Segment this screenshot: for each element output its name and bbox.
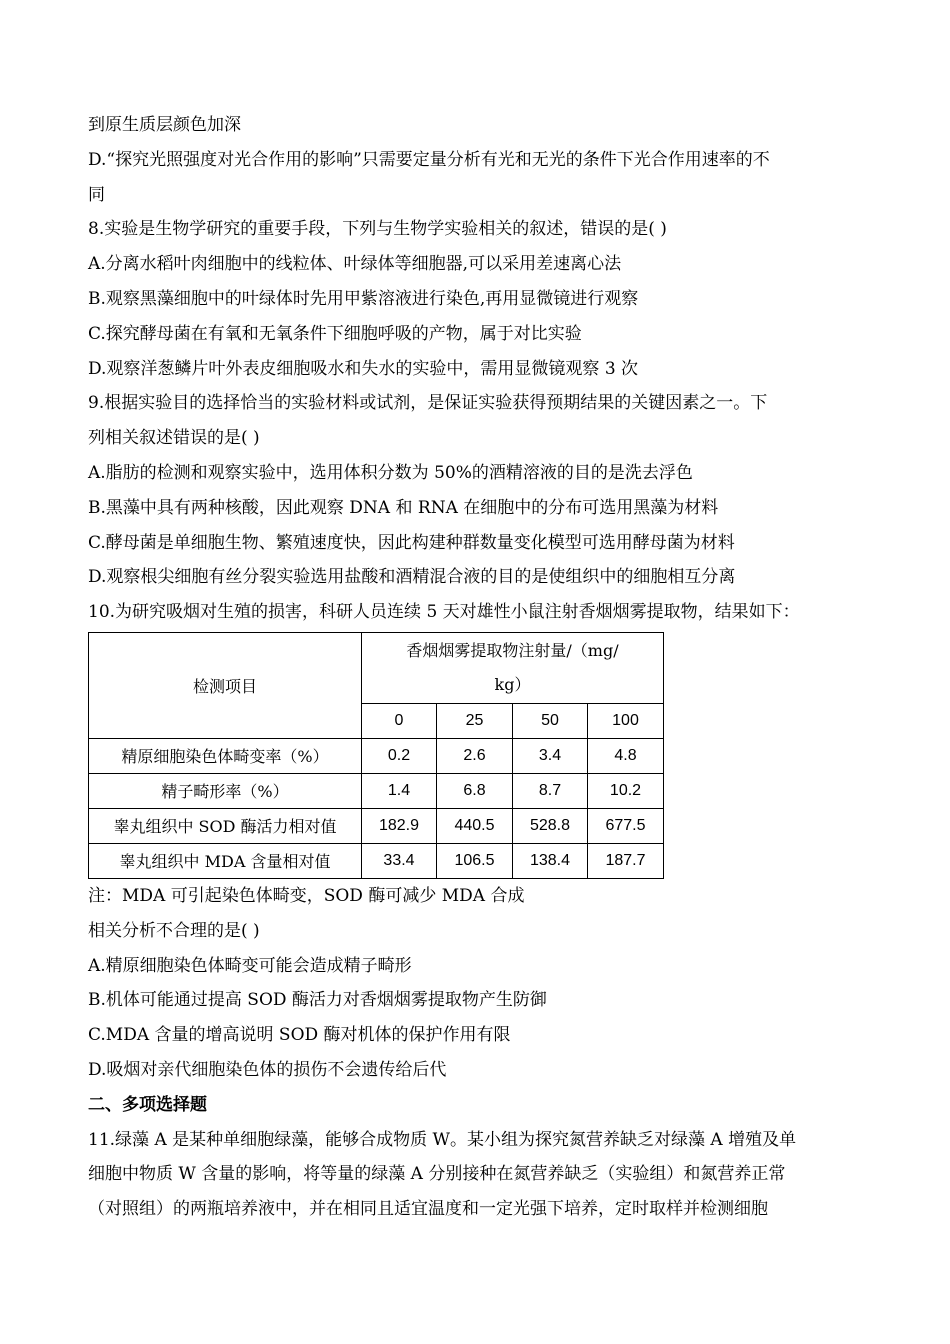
table-row: [89, 738, 664, 773]
option-a: A.精原细胞染色体畸变可能会造成精子畸形: [88, 955, 412, 976]
question-11-stem-cont: （对照组）的两瓶培养液中，并在相同且适宜温度和一定光强下培养，定时取样并检测细胞: [88, 1199, 768, 1220]
text-line: D.“探究光照强度对光合作用的影响”只需要定量分析有光和无光的条件下光合作用速率的不: [88, 149, 770, 170]
text-line: 到原生质层颜色加深: [88, 115, 241, 135]
option-d: D.观察根尖细胞有丝分裂实验选用盐酸和酒精混合液的目的是使组织中的细胞相互分离: [88, 567, 736, 588]
row-label: 精子畸形率（%）: [89, 773, 362, 808]
dose-header-line1: 香烟烟雾提取物注射量/（mg/: [406, 640, 619, 660]
table-cell: 138.4: [513, 843, 588, 878]
table-note: 注：MDA 可引起染色体畸变，SOD 酶可减少 MDA 合成: [88, 885, 525, 906]
results-table: [88, 632, 664, 879]
text-line: 同: [88, 184, 105, 205]
table-cell: 528.8: [513, 808, 588, 843]
question-9-stem: 9.根据实验目的选择恰当的实验材料或试剂，是保证实验获得预期结果的关键因素之一。下: [88, 393, 768, 414]
dose-cell: 50: [513, 703, 588, 738]
table-cell: 1.4: [362, 773, 437, 808]
table-cell: 0.2: [362, 738, 437, 773]
document-page: [88, 108, 868, 1227]
question-11-stem-cont: 细胞中物质 W 含量的影响，将等量的绿藻 A 分别接种在氮营养缺乏（实验组）和氮营养正常: [88, 1164, 786, 1185]
option-a: A.脂肪的检测和观察实验中，选用体积分数为 50%的酒精溶液的目的是洗去浮色: [88, 462, 693, 483]
option-c: C.探究酵母菌在有氧和无氧条件下细胞呼吸的产物，属于对比实验: [88, 323, 582, 344]
option-b: B.观察黑藻细胞中的叶绿体时先用甲紫溶液进行染色,再用显微镜进行观察: [88, 288, 639, 309]
option-a: A.分离水稻叶肉细胞中的线粒体、叶绿体等细胞器,可以采用差速离心法: [88, 254, 622, 275]
dose-cell: 25: [437, 703, 513, 738]
table-cell: 677.5: [588, 808, 664, 843]
option-c: C.MDA 含量的增高说明 SOD 酶对机体的保护作用有限: [88, 1025, 511, 1046]
table-cell: 33.4: [362, 843, 437, 878]
table-row: [89, 808, 664, 843]
table-cell: 440.5: [437, 808, 513, 843]
item-header: 检测项目: [89, 632, 362, 738]
option-d: D.观察洋葱鳞片叶外表皮细胞吸水和失水的实验中，需用显微镜观察 3 次: [88, 358, 639, 379]
option-c: C.酵母菌是单细胞生物、繁殖速度快，因此构建种群数量变化模型可选用酵母菌为材料: [88, 532, 735, 553]
table-cell: 2.6: [437, 738, 513, 773]
table-cell: 3.4: [513, 738, 588, 773]
question-11-stem: 11.绿藻 A 是某种单细胞绿藻，能够合成物质 W。某小组为探究氮营养缺乏对绿藻 A 增殖及单: [88, 1129, 797, 1150]
option-b: B.黑藻中具有两种核酸，因此观察 DNA 和 RNA 在细胞中的分布可选用黑藻为材料: [88, 497, 719, 518]
section-heading: 二、多项选择题: [88, 1094, 207, 1115]
table-row: [89, 843, 664, 878]
question-10-stem: 10.为研究吸烟对生殖的损害，科研人员连续 5 天对雄性小鼠注射香烟烟雾提取物，结果如下：: [88, 602, 800, 623]
table-cell: 187.7: [588, 843, 664, 878]
table-cell: 6.8: [437, 773, 513, 808]
question-8-stem: 8.实验是生物学研究的重要手段，下列与生物学实验相关的叙述，错误的是( ): [88, 219, 667, 240]
question-9-stem-cont: 列相关叙述错误的是( ): [88, 428, 260, 449]
dose-cell: 0: [362, 703, 437, 738]
option-d: D.吸烟对亲代细胞染色体的损伤不会遗传给后代: [88, 1059, 447, 1080]
table-cell: 106.5: [437, 843, 513, 878]
table-cell: 182.9: [362, 808, 437, 843]
table-row: [89, 773, 664, 808]
table-cell: 8.7: [513, 773, 588, 808]
dose-cell: 100: [588, 703, 664, 738]
dose-header-line2: kg）: [494, 674, 531, 694]
row-label: 睾丸组织中 SOD 酶活力相对值: [89, 808, 362, 843]
row-label: 睾丸组织中 MDA 含量相对值: [89, 843, 362, 878]
dose-header: [362, 632, 664, 703]
row-label: 精原细胞染色体畸变率（%）: [89, 738, 362, 773]
question-10-prompt: 相关分析不合理的是( ): [88, 920, 260, 941]
option-b: B.机体可能通过提高 SOD 酶活力对香烟烟雾提取物产生防御: [88, 990, 547, 1011]
table-cell: 4.8: [588, 738, 664, 773]
table-cell: 10.2: [588, 773, 664, 808]
